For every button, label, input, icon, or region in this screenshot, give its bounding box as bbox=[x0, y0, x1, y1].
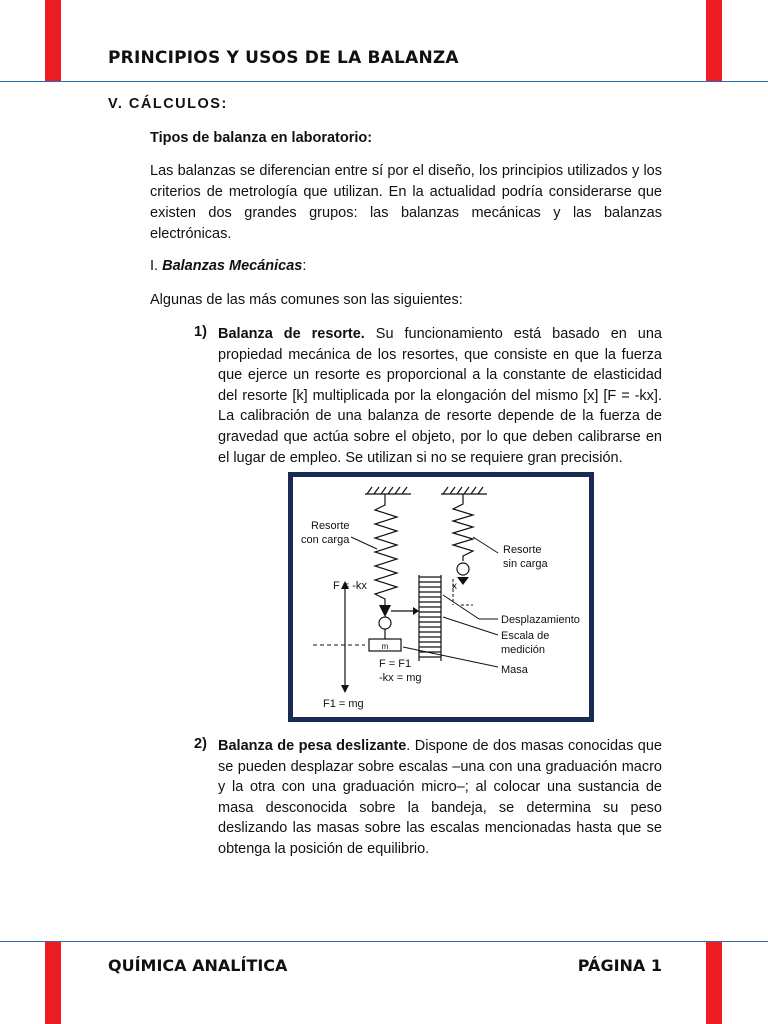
label-scale-2: medición bbox=[501, 644, 546, 656]
label-eq1: F = F1 bbox=[379, 658, 412, 670]
footer-course: QUÍMICA ANALÍTICA bbox=[108, 956, 288, 975]
lead-paragraph: Algunas de las más comunes son las siguientes: bbox=[150, 292, 463, 308]
bottom-right-red-bar bbox=[706, 942, 722, 1024]
group-title: Balanzas Mecánicas bbox=[162, 258, 303, 274]
list-item-2-title: Balanza de pesa deslizante bbox=[218, 738, 407, 754]
section-heading: V. CÁLCULOS: bbox=[108, 96, 228, 112]
page-header-title: PRINCIPIOS Y USOS DE LA BALANZA bbox=[108, 48, 459, 68]
footer-rule bbox=[0, 941, 768, 942]
list-item-1-title: Balanza de resorte. bbox=[218, 326, 365, 342]
label-force: F = -kx bbox=[333, 580, 367, 592]
intro-paragraph: Las balanzas se diferencian entre sí por el diseño, los principios utilizados y los criterios de metrología que utilizan. En la actualidad podría considerarse que existen dos grandes grupos: las balanzas mecánicas y las balanzas electrónicas. bbox=[150, 163, 662, 242]
footer-page-number: PÁGINA 1 bbox=[577, 956, 662, 975]
label-scale-1: Escala de bbox=[501, 630, 550, 642]
top-right-red-bar bbox=[706, 0, 722, 82]
measurement-scale bbox=[419, 575, 441, 661]
list-item-1-number: 1) bbox=[194, 324, 207, 340]
subheading: Tipos de balanza en laboratorio: bbox=[150, 130, 373, 146]
label-displacement: Desplazamiento bbox=[501, 614, 580, 626]
top-left-red-bar bbox=[45, 0, 61, 82]
list-item-2-text: . Dispone de dos masas conocidas que se pueden desplazar sobre escalas –una con una graduación macro y la otra con una graduación micro–; al colocar una sustancia de masa desconocida sobre la bandeja, se determina su peso deslizando las masas sobre las escalas mencionadas hasta que se obtenga la posición de equilibrio. bbox=[218, 738, 662, 857]
label-loaded-2: con carga bbox=[301, 534, 350, 546]
spring-diagram bbox=[293, 477, 589, 717]
group-heading bbox=[150, 256, 662, 277]
label-loaded-1: Resorte bbox=[311, 520, 350, 532]
group-prefix: I. bbox=[150, 258, 163, 274]
header-rule bbox=[0, 81, 768, 82]
list-item-1 bbox=[218, 324, 662, 468]
mass-symbol: m bbox=[381, 642, 389, 651]
label-eq2: -kx = mg bbox=[379, 672, 422, 684]
list-item-2-number: 2) bbox=[194, 736, 207, 752]
label-unloaded-2: sin carga bbox=[503, 558, 548, 570]
unloaded-spring bbox=[453, 494, 473, 561]
label-unloaded-1: Resorte bbox=[503, 544, 542, 556]
group-suffix: : bbox=[302, 258, 307, 274]
label-mass: Masa bbox=[501, 664, 528, 676]
label-weight: F1 = mg bbox=[323, 698, 364, 710]
x-symbol: x bbox=[452, 581, 457, 592]
spring-scale-figure bbox=[288, 472, 594, 722]
loaded-pointer bbox=[379, 605, 391, 617]
loaded-spring bbox=[375, 494, 397, 605]
bottom-left-red-bar bbox=[45, 942, 61, 1024]
ceiling-supports bbox=[365, 487, 487, 494]
list-item-2 bbox=[218, 736, 662, 860]
list-item-1-text: Su funcionamiento está basado en una propiedad mecánica de los resortes, que consiste en que la fuerza que ejerce un resorte es proporcional a la constante de elasticidad del resorte [k] multiplicada por la elongación del mismo [x] [F = -kx]. La calibración de una balanza de resorte depende de la fuerza de gravedad que actúa sobre el objeto, por lo que deben calibrarse en el lugar de empleo. Se utilizan si no se requiere gran precisión. bbox=[218, 326, 662, 466]
